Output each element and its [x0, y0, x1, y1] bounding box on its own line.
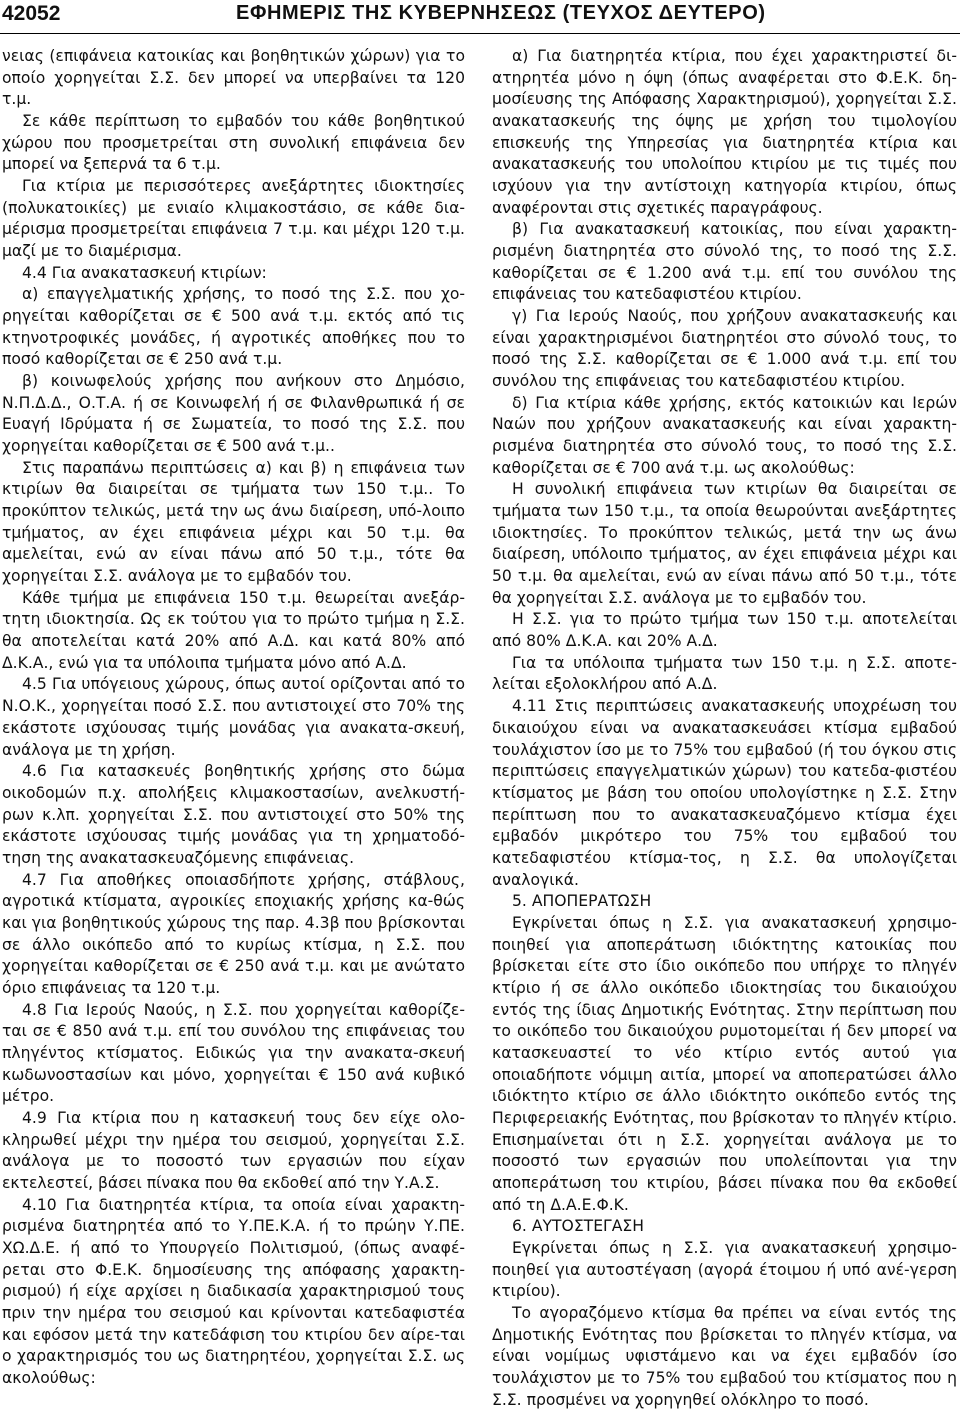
paragraph: 4.5 Για υπόγειους χώρους, όπως αυτοί ορίζονται από το Ν.Ο.Κ., χορηγείται ποσό Σ.Σ. που αντιστοιχεί στο 70% της εκάστοτε ισχύουσας τιμής μονάδας για ανακατα-σκευή, ανάλογα με τη χρήση.	[2, 675, 465, 759]
paragraph: α) επαγγελματικής χρήσης, το ποσό της Σ.Σ. που χο-ρηγείται καθορίζεται σε € 500 ανά τ.μ. εκτός από τις κτηνοτροφικές μονάδες, ή αγροτικές αποθήκες που το ποσό καθορίζεται σε € 250 ανά τ.μ.	[2, 285, 465, 369]
paragraph: 4.6 Για κατασκευές βοηθητικής χρήσης στο δώμα οικοδομών π.χ. απολήξεις κλιμακοστασίων, ανελκυστή-ρων κ.λπ. χορηγείται Σ.Σ. που αντιστοιχεί στο 50% της εκάστοτε ισχύουσας τιμής μονάδας για τη χρηματοδό-τηση της ανακατασκευαζόμενης επιφάνειας.	[2, 762, 465, 867]
paragraph: β) Για ανακατασκευή κατοικίας, που είναι χαρακτη-ρισμένη διατηρητέα στο σύνολό της, το ποσό της Σ.Σ. καθορίζεται σε € 1.200 ανά τ.μ. επί του συνόλου της επιφάνειας του κατεδαφιστέου κτιρίου.	[492, 220, 957, 304]
paragraph: Εγκρίνεται όπως η Σ.Σ. για ανακατασκευή χρησιμο-ποιηθεί για αυτοστέγαση (αγορά έτοιμου ή υπό ανέ-γερση κτιρίου).	[492, 1238, 957, 1301]
header-divider	[0, 33, 960, 34]
paragraph: 4.4 Για ανακατασκευή κτιρίων:	[22, 263, 267, 282]
paragraph: Εγκρίνεται όπως η Σ.Σ. για ανακατασκευή χρησιμο-ποιηθεί για αποπεράτωση ιδιόκτητης κατοικίας που βρίσκεται είτε στο ίδιο οικόπεδο που υπήρχε το πληγέν κτίριο ή σε άλλο οικόπεδο ιδιοκτησίας του δικαιούχου εντός της ίδιας Δημοτικής Ενότητας. Στην περίπτωση που το οικόπεδο του δικαιούχου ρυμοτομείται ή δεν μπορεί να κατασκευαστεί το νέο κτίριο εντός αυτού για οποιαδήποτε νόμιμη αιτία, μπορεί να αποπερατώσει άλλο ιδιόκτητο κτίριο σε άλλο ιδιόκτητο οικόπεδο εντός της Περιφερειακής Ενότητας, που βρίσκοταν το πληγέν κτίριο. Επισημαίνεται ότι η Σ.Σ. χορηγείται ανάλογα με το ποσοστό των εργασιών που υπολείπονται για την αποπεράτωση του κτιρίου, βάσει πίνακα που θα εκδοθεί από τη Δ.Α.Ε.Φ.Κ.	[492, 913, 957, 1214]
paragraph: Η συνολική επιφάνεια των κτιρίων θα διαιρείται σε τμήματα των 150 τ.μ., τα οποία θεωρούνται ανεξάρτητες ιδιοκτησίες. Το προκύπτον τελικώς, μετά την ως άνω διαίρεση, υπόλοιπο τμήματος, αν έχει επιφάνεια μέχρι και 50 τ.μ. θα αμελείται, ενώ αν είναι πάνω από 50 τ.μ., τότε θα χορηγείται Σ.Σ. ανάλογα με το εμβαδόν του.	[492, 480, 957, 607]
paragraph: α) Για διατηρητέα κτίρια, που έχει χαρακτηριστεί δι-ατηρητέα μόνο η όψη (όπως αναφέρεται στο Φ.Ε.Κ. δη-μοσίευσης της Απόφασης Χαρακτηρισμού), χορηγείται Σ.Σ. ανακατασκευής της όψης με χρήση του τιμολογίου επισκευής της Υπηρεσίας για διατηρητέα κτίρια και ανακατασκευής του υπολοίπου κτιρίου με τις τιμές που ισχύουν για την αντίστοιχη κατηγορία κτιρίου, όπως αναφέρονται στις σχετικές παραγράφους.	[492, 47, 957, 217]
paragraph: Κάθε τμήμα με επιφάνεια 150 τ.μ. θεωρείται ανεξάρ-τητη ιδιοκτησία. Ως εκ τούτου για το πρώτο τμήμα η Σ.Σ. θα αποτελείται κατά 20% από Α.Δ. και κατά 80% από Δ.Κ.Α., ενώ για τα υπόλοιπα τμήματα μόνο από Α.Δ.	[2, 588, 465, 672]
paragraph: Σε κάθε περίπτωση το εμβαδόν του κάθε βοηθητικού χώρου που προσμετρείται στη συνολική επιφάνεια δεν μπορεί να ξεπερνά τα 6 τ.μ.	[2, 112, 465, 174]
left-column	[2, 46, 465, 1390]
paragraph: νειας (επιφάνεια κατοικίας και βοηθητικών χώρων) για το οποίο χορηγείται Σ.Σ. δεν μπορεί να υπερβαίνει τα 120 τ.μ.	[2, 47, 465, 109]
paragraph: β) κοινωφελούς χρήσης που ανήκουν στο Δημόσιο, Ν.Π.Δ.Δ., Ο.Τ.Α. ή σε Κοινωφελή ή σε Φιλανθρωπικά ή σε Ευαγή Ιδρύματα ή σε Σωματεία, το ποσό της Σ.Σ. που χορηγείται καθορίζεται σε € 500 ανά τ.μ..	[2, 372, 465, 456]
paragraph: Το αγοραζόμενο κτίσμα θα πρέπει να είναι εντός της Δημοτικής Ενότητας που βρίσκεται το πληγέν κτίσμα, να είναι νομίμως υφιστάμενο και να έχει εμβαδόν ίσο τουλάχιστον με το 75% του εμβαδού του κτίσματος που η Σ.Σ. προσμένει να χορηγηθεί ολόκληρο το ποσό.	[492, 1303, 957, 1409]
paragraph: 4.9 Για κτίρια που η κατασκευή τους δεν είχε ολο-κληρωθεί μέχρι την ημέρα του σεισμού, χορηγείται Σ.Σ. ανάλογα με το ποσοστό των εργασιών που είχαν εκτελεστεί, βάσει πίνακα που θα εκδοθεί από την Υ.Α.Σ.	[2, 1108, 465, 1192]
paragraph: 4.11 Στις περιπτώσεις ανακατασκευής υποχρέωση του δικαιούχου είναι να ανακατασκευάσει κτίσμα εμβαδού τουλάχιστον ίσο με το 75% του εμβαδού (ή του όγκου στις περιπτώσεις επαγγελματικών χώρων) του κατεδα-φιστέου κτίσματος με βάση του οποίου υπολογίστηκε η Σ.Σ. Στην περίπτωση που το ανακατασκευαζόμενο κτίσμα έχει εμβαδόν μικρότερο του 75% του εμβαδού του κατεδαφιστέου κτίσμα-τος, η Σ.Σ. θα υπολογίζεται αναλογικά.	[492, 697, 957, 889]
paragraph: δ) Για κτίρια κάθε χρήσης, εκτός κατοικιών και Ιερών Ναών που χρήζουν ανακατασκευής και είναι χαρακτη-ρισμένα διατηρητέα στο σύνολό τους, το ποσό της Σ.Σ. καθορίζεται σε € 700 ανά τ.μ. ως ακολούθως:	[492, 393, 957, 477]
page-number: 42052	[2, 2, 61, 25]
paragraph: 4.8 Για Ιερούς Ναούς, η Σ.Σ. που χορηγείται καθορίζε-ται σε € 850 ανά τ.μ. επί του συνόλου της επιφάνειας του πληγέντος κτίσματος. Ειδικώς για την ανακατα-σκευή κωδωνοστασίων και μόνο, χορηγείται € 150 ανά κυβικό μέτρο.	[2, 1000, 465, 1106]
paragraph: γ) Για Ιερούς Ναούς, που χρήζουν ανακατασκευής και είναι χαρακτηρισμένοι διατηρητέοι στο σύνολό τους, το ποσό της Σ.Σ. καθορίζεται σε € 1.000 ανά τ.μ. επί του συνόλου της επιφάνειας του κατεδαφιστέου κτιρίου.	[492, 307, 957, 391]
section-heading: 6. ΑΥΤΟΣΤΕΓΑΣΗ	[512, 1217, 644, 1236]
paragraph: Για κτίρια με περισσότερες ανεξάρτητες ιδιοκτησίες (πολυκατοικίες) με ενιαίο κλιμακοστάσιο, σε κάθε δια-μέρισμα προσμετρείται επιφάνεια 7 τ.μ. και μέχρι 120 τ.μ. μαζί με το διαμέρισμα.	[2, 177, 465, 261]
page-header	[0, 0, 960, 40]
right-column	[492, 46, 957, 1411]
paragraph: Για τα υπόλοιπα τμήματα των 150 τ.μ. η Σ.Σ. αποτε-λείται εξολοκλήρου από Α.Δ.	[492, 653, 957, 694]
section-heading: 5. ΑΠΟΠΕΡΑΤΩΣΗ	[512, 892, 652, 911]
paragraph: 4.7 Για αποθήκες οποιασδήποτε χρήσης, στάβλους, αγροτικά κτίσματα, αγροικίες εποχιακής χρήσης κα-θώς και για βοηθητικούς χώρους της παρ. 4.3β που βρίσκονται σε άλλο οικόπεδο από το κυρίως κτίσμα, η Σ.Σ. που χορηγείται καθορίζεται σε € 250 ανά τ.μ. και με ανώτατο όριο επιφάνειας τα 120 τ.μ.	[2, 870, 465, 997]
paragraph: Στις παραπάνω περιπτώσεις α) και β) η επιφάνεια των κτιρίων θα διαιρείται σε τμήματα των 150 τ.μ.. Το προκύπτον τελικώς, μετά την ως άνω διαίρεση, υπό-λοιπο τμήματος, αν έχει επιφάνεια μέχρι και 50 τ.μ. θα αμελείται, ενώ αν είναι πάνω από 50 τ.μ., τότε θα χορηγείται Σ.Σ. ανάλογα με το εμβαδόν του.	[2, 458, 465, 586]
gazette-title: ΕΦΗΜΕΡΙΣ ΤΗΣ ΚΥΒΕΡΝΗΣΕΩΣ (ΤΕΥΧΟΣ ΔΕΥΤΕΡΟ)	[236, 2, 766, 24]
paragraph: Η Σ.Σ. για το πρώτο τμήμα των 150 τ.μ. αποτελείται από 80% Δ.Κ.Α. και 20% Α.Δ.	[492, 610, 957, 651]
paragraph: 4.10 Για διατηρητέα κτίρια, τα οποία είναι χαρακτη-ρισμένα διατηρητέα από το Υ.ΠΕ.Κ.Α. ή το πρώην Υ.ΠΕ. ΧΩ.Δ.Ε. ή από το Υπουργείο Πολιτισμού, (όπως αναφέ-ρεται στο Φ.Ε.Κ. δημοσίευσης της απόφασης χαρακτη-ρισμού) ή είχε αρχίσει η διαδικασία χαρακτηρισμού τους πριν την ημέρα του σεισμού και κρίνονται κατεδαφιστέα και εφόσον μετά την κατεδάφιση του κτιρίου δεν αίρε-ται ο χαρακτηρισμός του ως διατηρητέου, χορηγείται Σ.Σ. ως ακολούθως:	[2, 1195, 465, 1387]
